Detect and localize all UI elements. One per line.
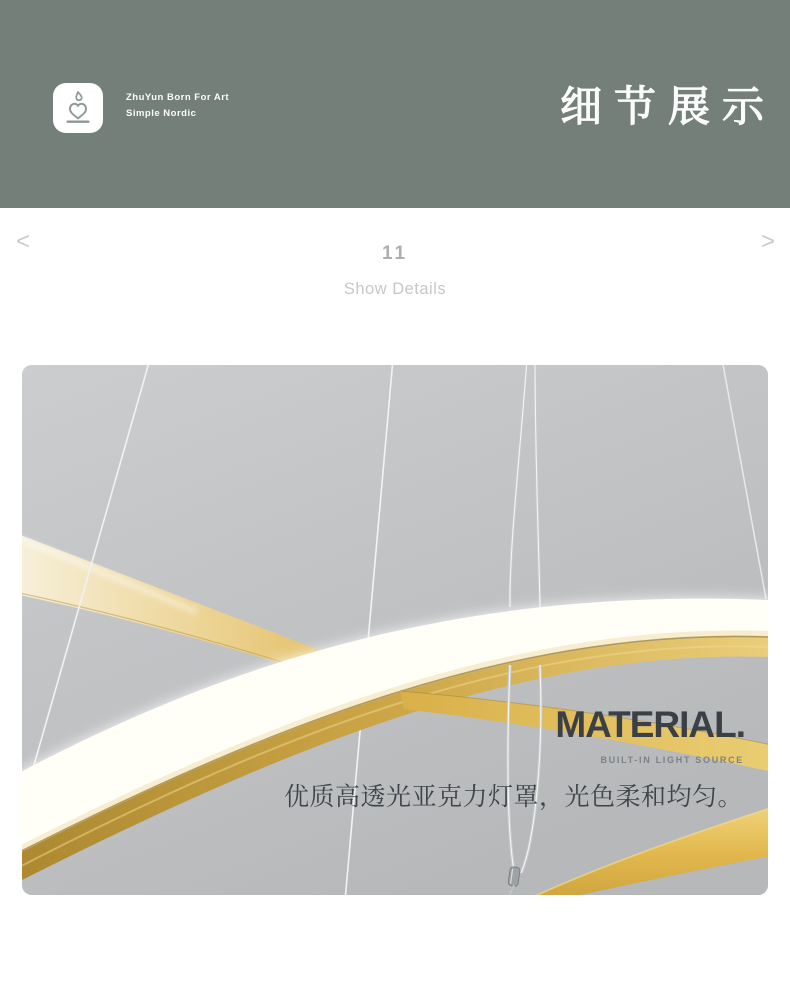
product-photo [22,365,768,895]
heart-candle-icon [61,89,95,127]
page-subtitle: Show Details [343,280,447,298]
cable-connector [508,866,521,886]
material-subhead: BUILT-IN LIGHT SOURCE [600,755,744,765]
prev-arrow[interactable]: < [16,228,31,255]
material-headline: MATERIAL. [555,704,745,745]
header-banner [0,0,790,208]
brand-block [126,90,229,122]
brand-tagline: Simple Nordic [126,108,197,119]
brand-logo [53,83,103,133]
next-arrow[interactable]: > [760,228,775,255]
photo-caption: 优质高透光亚克力灯罩，光色柔和均匀。 [283,783,743,811]
page-number: 11 [381,243,409,264]
brand-name: ZhuYun Born For Art [126,92,230,103]
chandelier-photo-illustration [22,365,768,895]
section-title: 细节展示 [559,83,776,130]
